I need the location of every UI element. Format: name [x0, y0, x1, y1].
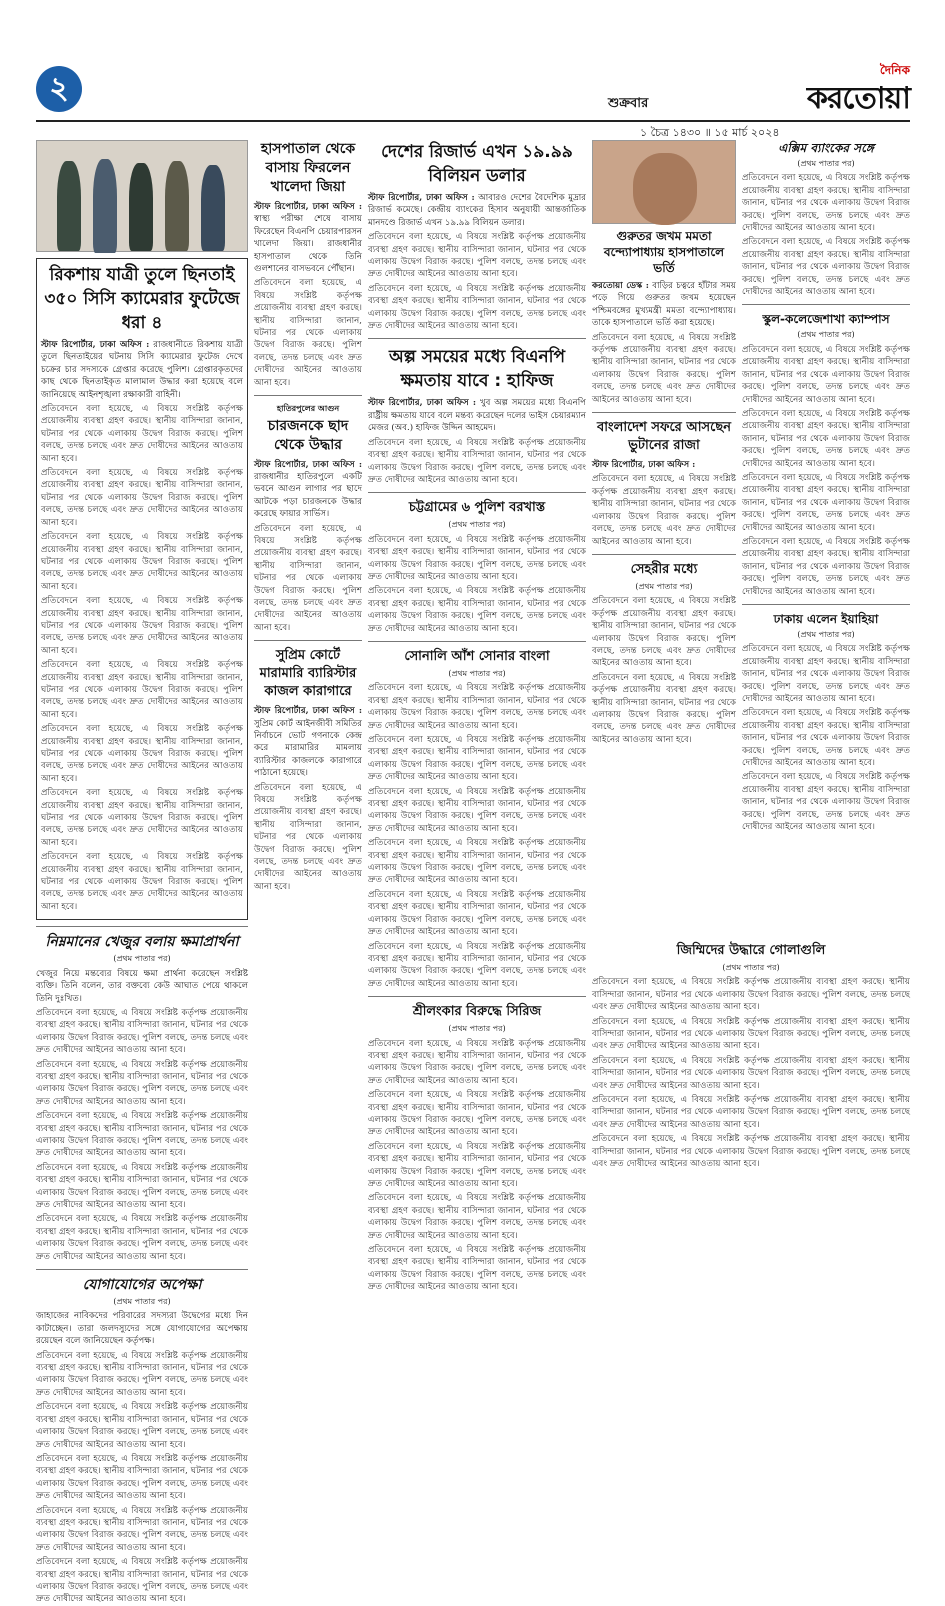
headline-hostages: জিম্মিদের উদ্ধারে গোলাগুলি — [676, 943, 826, 958]
headline-police: চট্টগ্রামের ৬ পুলিশ বরখাস্ত — [408, 500, 546, 516]
logo-title: করতোয়া — [806, 81, 910, 116]
story-body: প্রতিবেদনে বলা হয়েছে, এ বিষয়ে সংশ্লিষ্ট কর্তৃপক্ষ প্রয়োজনীয় ব্যবস্থা গ্রহণ করছে। স্থানীয় বাসিন্দারা জানান, ঘটনার পর থেকে এলাকায় উদ্বেগ বিরাজ করছে। পুলিশ বলছে, তদন্ত চলছে এবং দ্রুত দোষীদের আইনের আওতায় আনা হবে। — [41, 852, 243, 912]
story-body: প্রতিবেদনে বলা হয়েছে, এ বিষয়ে সংশ্লিষ্ট কর্তৃপক্ষ প্রয়োজনীয় ব্যবস্থা গ্রহণ করছে। স্থানীয় বাসিন্দারা জানান, ঘটনার পর থেকে এলাকায় উদ্বেগ বিরাজ করছে। পুলিশ বলছে, তদন্ত চলছে এবং দ্রুত দোষীদের আইনের আওতায় আনা হবে। — [368, 1090, 586, 1138]
headline-jute: সোনালি আঁশ সোনার বাংলা — [404, 648, 550, 664]
byline: স্টাফ রিপোর্টার, ঢাকা অফিস : — [368, 398, 477, 409]
continued-note: (প্রথম পাতার পর) — [797, 330, 855, 340]
headline-series: শ্রীলংকার বিরুদ্ধে সিরিজ — [412, 1004, 542, 1020]
story-body: প্রতিবেদনে বলা হয়েছে, এ বিষয়ে সংশ্লিষ্ট কর্তৃপক্ষ প্রয়োজনীয় ব্যবস্থা গ্রহণ করছে। স্থানীয় বাসিন্দারা জানান, ঘটনার পর থেকে এলাকায় উদ্বেগ বিরাজ করছে। পুলিশ বলছে, তদন্ত চলছে এবং দ্রুত দোষীদের আইনের আওতায় আনা হবে। — [742, 644, 910, 705]
continued-note: (প্রথম পাতার পর) — [448, 520, 506, 530]
story-body: প্রতিবেদনে বলা হয়েছে, এ বিষয়ে সংশ্লিষ্ট কর্তৃপক্ষ প্রয়োজনীয় ব্যবস্থা গ্রহণ করছে। স্থানীয় বাসিন্দারা জানান, ঘটনার পর থেকে এলাকায় উদ্বেগ বিরাজ করছে। পুলিশ বলছে, তদন্ত চলছে এবং দ্রুত দোষীদের আইনের আওতায় আনা হবে। — [368, 437, 586, 485]
headline-snatching: রিকশায় যাত্রী তুলে ছিনতাই ৩৫০ সিসি ক্যামেরার ফুটেজে ধরা ৪ — [44, 265, 240, 333]
headline-reserve: দেশের রিজার্ভ এখন ১৯.৯৯ বিলিয়ন ডলার — [381, 142, 573, 186]
story-body: প্রতিবেদনে বলা হয়েছে, এ বিষয়ে সংশ্লিষ্ট কর্তৃপক্ষ প্রয়োজনীয় ব্যবস্থা গ্রহণ করছে। স্থানীয় বাসিন্দারা জানান, ঘটনার পর থেকে এলাকায় উদ্বেগ বিরাজ করছে। পুলিশ বলছে, তদন্ত চলছে এবং দ্রুত দোষীদের আইনের আওতায় আনা হবে। — [36, 1557, 248, 1605]
headline-campus: স্কুল-কলেজেশাখা ক্যাম্পাস — [762, 312, 890, 327]
story-body: প্রতিবেদনে বলা হয়েছে, এ বিষয়ে সংশ্লিষ্ট কর্তৃপক্ষ প্রয়োজনীয় ব্যবস্থা গ্রহণ করছে। স্থানীয় বাসিন্দারা জানান, ঘটনার পর থেকে এলাকায় উদ্বেগ বিরাজ করছে। পুলিশ বলছে, তদন্ত চলছে এবং দ্রুত দোষীদের আইনের আওতায় আনা হবে। — [41, 788, 243, 848]
byline: স্টাফ রিপোর্টার, ঢাকা অফিস : — [592, 460, 696, 471]
story-body: প্রতিবেদনে বলা হয়েছে, এ বিষয়ে সংশ্লিষ্ট কর্তৃপক্ষ প্রয়োজনীয় ব্যবস্থা গ্রহণ করছে। স্থানীয় বাসিন্দারা জানান, ঘটনার পর থেকে এলাকায় উদ্বেগ বিরাজ করছে। পুলিশ বলছে, তদন্ত চলছে এবং দ্রুত দোষীদের আইনের আওতায় আনা হবে। — [368, 683, 586, 731]
story-body: প্রতিবেদনে বলা হয়েছে, এ বিষয়ে সংশ্লিষ্ট কর্তৃপক্ষ প্রয়োজনীয় ব্যবস্থা গ্রহণ করছে। স্থানীয় বাসিন্দারা জানান, ঘটনার পর থেকে এলাকায় উদ্বেগ বিরাজ করছে। পুলিশ বলছে, তদন্ত চলছে এবং দ্রুত দোষীদের আইনের আওতায় আনা হবে। — [592, 977, 910, 1013]
story-body: প্রতিবেদনে বলা হয়েছে, এ বিষয়ে সংশ্লিষ্ট কর্তৃপক্ষ প্রয়োজনীয় ব্যবস্থা গ্রহণ করছে। স্থানীয় বাসিন্দারা জানান, ঘটনার পর থেকে এলাকায় উদ্বেগ বিরাজ করছে। পুলিশ বলছে, তদন্ত চলছে এবং দ্রুত দোষীদের আইনের আওতায় আনা হবে। — [592, 1095, 910, 1130]
story-body: প্রতিবেদনে বলা হয়েছে, এ বিষয়ে সংশ্লিষ্ট কর্তৃপক্ষ প্রয়োজনীয় ব্যবস্থা গ্রহণ করছে। স্থানীয় বাসিন্দারা জানান, ঘটনার পর থেকে এলাকায় উদ্বেগ বিরাজ করছে। পুলিশ বলছে, তদন্ত চলছে এবং দ্রুত দোষীদের আইনের আওতায় আনা হবে। — [742, 344, 910, 405]
story-body: প্রতিবেদনে বলা হয়েছে, এ বিষয়ে সংশ্লিষ্ট কর্তৃপক্ষ প্রয়োজনীয় ব্যবস্থা গ্রহণ করছে। স্থানীয় বাসিন্দারা জানান, ঘটনার পর থেকে এলাকায় উদ্বেগ বিরাজ করছে। পুলিশ বলছে, তদন্ত চলছে এবং দ্রুত দোষীদের আইনের আওতায় আনা হবে। — [36, 1505, 248, 1553]
story-body: প্রতিবেদনে বলা হয়েছে, এ বিষয়ে সংশ্লিষ্ট কর্তৃপক্ষ প্রয়োজনীয় ব্যবস্থা গ্রহণ করছে। স্থানীয় বাসিন্দারা জানান, ঘটনার পর থেকে এলাকায় উদ্বেগ বিরাজ করছে। পুলিশ বলছে, তদন্ত চলছে এবং দ্রুত দোষীদের আইনের আওতায় আনা হবে। — [36, 1453, 248, 1502]
story-body: আবারও দেশের বৈদেশিক মুদ্রার রিজার্ভ কমেছে। কেন্দ্রীয় ব্যাংকের হিসাব অনুযায়ী আন্তর্জাতিক মানদণ্ডে রিজার্ভ এখন ১৯.৯৯ বিলিয়ন ডলার। — [368, 193, 587, 228]
headline-mamata: গুরুতর জখম মমতা বন্দ্যোপাধ্যায় হাসপাতালে ভর্তি — [603, 229, 725, 275]
mamata-photo — [592, 140, 736, 224]
continued-note: (প্রথম পাতার পর) — [448, 1024, 506, 1034]
story-body: প্রতিবেদনে বলা হয়েছে, এ বিষয়ে সংশ্লিষ্ট কর্তৃপক্ষ প্রয়োজনীয় ব্যবস্থা গ্রহণ করছে। স্থানীয় বাসিন্দারা জানান, ঘটনার পর থেকে এলাকায় উদ্বেগ বিরাজ করছে। পুলিশ বলছে, তদন্ত চলছে এবং দ্রুত দোষীদের আইনের আওতায় আনা হবে। — [368, 838, 586, 886]
headline-bnp: অল্প সময়ের মধ্যে বিএনপি ক্ষমতায় যাবে : হাফিজ — [388, 347, 566, 392]
story-body: প্রতিবেদনে বলা হয়েছে, এ বিষয়ে সংশ্লিষ্ট কর্তৃপক্ষ প্রয়োজনীয় ব্যবস্থা গ্রহণ করছে। স্থানীয় বাসিন্দারা জানান, ঘটনার পর থেকে এলাকায় উদ্বেগ বিরাজ করছে। পুলিশ বলছে, তদন্ত চলছে এবং দ্রুত দোষীদের আইনের আওতায় আনা হবে। — [254, 278, 362, 388]
story-body: সুপ্রিম কোর্ট আইনজীবী সমিতির নির্বাচনে ভোট গণনাকে কেন্দ্র করে মারামারির মামলায় ব্যারিস্টার কাজলকে কারাগারে পাঠানো হয়েছে। — [254, 718, 362, 779]
story-body: প্রতিবেদনে বলা হয়েছে, এ বিষয়ে সংশ্লিষ্ট কর্তৃপক্ষ প্রয়োজনীয় ব্যবস্থা গ্রহণ করছে। স্থানীয় বাসিন্দারা জানান, ঘটনার পর থেকে এলাকায় উদ্বেগ বিরাজ করছে। পুলিশ বলছে, তদন্ত চলছে এবং দ্রুত দোষীদের আইনের আওতায় আনা হবে। — [592, 1134, 910, 1170]
continued-note: (প্রথম পাতার পর) — [722, 963, 780, 972]
masthead-rule — [36, 120, 910, 122]
byline: স্টাফ রিপোর্টার, ঢাকা অফিস : — [41, 340, 150, 350]
page-number-badge: ২ — [36, 66, 82, 112]
story-body: প্রতিবেদনে বলা হয়েছে, এ বিষয়ে সংশ্লিষ্ট কর্তৃপক্ষ প্রয়োজনীয় ব্যবস্থা গ্রহণ করছে। স্থানীয় বাসিন্দারা জানান, ঘটনার পর থেকে এলাকায় উদ্বেগ বিরাজ করছে। পুলিশ বলছে, তদন্ত চলছে এবং দ্রুত দোষীদের আইনের আওতায় আনা হবে। — [592, 672, 736, 745]
column-3 — [368, 140, 586, 1500]
date-line: ১ চৈত্র ১৪৩০ ॥ ১৫ মার্চ ২০২৪ — [640, 126, 780, 139]
story-body: প্রতিবেদনে বলা হয়েছে, এ বিষয়ে সংশ্লিষ্ট কর্তৃপক্ষ প্রয়োজনীয় ব্যবস্থা গ্রহণ করছে। স্থানীয় বাসিন্দারা জানান, ঘটনার পর থেকে এলাকায় উদ্বেগ বিরাজ করছে। পুলিশ বলছে, তদন্ত চলছে এবং দ্রুত দোষীদের আইনের আওতায় আনা হবে। — [592, 1016, 910, 1052]
story-body: প্রতিবেদনে বলা হয়েছে, এ বিষয়ে সংশ্লিষ্ট কর্তৃপক্ষ প্রয়োজনীয় ব্যবস্থা গ্রহণ করছে। স্থানীয় বাসিন্দারা জানান, ঘটনার পর থেকে এলাকায় উদ্বেগ বিরাজ করছে। পুলিশ বলছে, তদন্ত চলছে এবং দ্রুত দোষীদের আইনের আওতায় আনা হবে। — [36, 1111, 248, 1159]
story-body: প্রতিবেদনে বলা হয়েছে, এ বিষয়ে সংশ্লিষ্ট কর্তৃপক্ষ প্রয়োজনীয় ব্যবস্থা গ্রহণ করছে। স্থানীয় বাসিন্দারা জানান, ঘটনার পর থেকে এলাকায় উদ্বেগ বিরাজ করছে। পুলিশ বলছে, তদন্ত চলছে এবং দ্রুত দোষীদের আইনের আওতায় আনা হবে। — [254, 782, 362, 892]
story-body: প্রতিবেদনে বলা হয়েছে, এ বিষয়ে সংশ্লিষ্ট কর্তৃপক্ষ প্রয়োজনীয় ব্যবস্থা গ্রহণ করছে। স্থানীয় বাসিন্দারা জানান, ঘটনার পর থেকে এলাকায় উদ্বেগ বিরাজ করছে। পুলিশ বলছে, তদন্ত চলছে এবং দ্রুত দোষীদের আইনের আওতায় আনা হবে। — [368, 735, 586, 783]
story-body: প্রতিবেদনে বলা হয়েছে, এ বিষয়ে সংশ্লিষ্ট কর্তৃপক্ষ প্রয়োজনীয় ব্যবস্থা গ্রহণ করছে। স্থানীয় বাসিন্দারা জানান, ঘটনার পর থেকে এলাকায় উদ্বেগ বিরাজ করছে। পুলিশ বলছে, তদন্ত চলছে এবং দ্রুত দোষীদের আইনের আওতায় আনা হবে। — [592, 1055, 910, 1091]
story-body: প্রতিবেদনে বলা হয়েছে, এ বিষয়ে সংশ্লিষ্ট কর্তৃপক্ষ প্রয়োজনীয় ব্যবস্থা গ্রহণ করছে। স্থানীয় বাসিন্দারা জানান, ঘটনার পর থেকে এলাকায় উদ্বেগ বিরাজ করছে। পুলিশ বলছে, তদন্ত চলছে এবং দ্রুত দোষীদের আইনের আওতায় আনা হবে। — [36, 1007, 248, 1056]
story-body: প্রতিবেদনে বলা হয়েছে, এ বিষয়ে সংশ্লিষ্ট কর্তৃপক্ষ প্রয়োজনীয় ব্যবস্থা গ্রহণ করছে। স্থানীয় বাসিন্দারা জানান, ঘটনার পর থেকে এলাকায় উদ্বেগ বিরাজ করছে। পুলিশ বলছে, তদন্ত চলছে এবং দ্রুত দোষীদের আইনের আওতায় আনা হবে। — [36, 1162, 248, 1210]
byline: করতোয়া ডেস্ক : — [592, 281, 649, 291]
story-body: প্রতিবেদনে বলা হয়েছে, এ বিষয়ে সংশ্লিষ্ট কর্তৃপক্ষ প্রয়োজনীয় ব্যবস্থা গ্রহণ করছে। স্থানীয় বাসিন্দারা জানান, ঘটনার পর থেকে এলাকায় উদ্বেগ বিরাজ করছে। পুলিশ বলছে, তদন্ত চলছে এবং দ্রুত দোষীদের আইনের আওতায় আনা হবে। — [41, 404, 243, 464]
continued-note: (প্রথম পাতার পর) — [448, 668, 506, 678]
story-body: প্রতিবেদনে বলা হয়েছে, এ বিষয়ে সংশ্লিষ্ট কর্তৃপক্ষ প্রয়োজনীয় ব্যবস্থা গ্রহণ করছে। স্থানীয় বাসিন্দারা জানান, ঘটনার পর থেকে এলাকায় উদ্বেগ বিরাজ করছে। পুলিশ বলছে, তদন্ত চলছে এবং দ্রুত দোষীদের আইনের আওতায় আনা হবে। — [742, 408, 910, 469]
story-body: প্রতিবেদনে বলা হয়েছে, এ বিষয়ে সংশ্লিষ্ট কর্তৃপক্ষ প্রয়োজনীয় ব্যবস্থা গ্রহণ করছে। স্থানীয় বাসিন্দারা জানান, ঘটনার পর থেকে এলাকায় উদ্বেগ বিরাজ করছে। পুলিশ বলছে, তদন্ত চলছে এবং দ্রুত দোষীদের আইনের আওতায় আনা হবে। — [41, 468, 243, 528]
arrest-photo — [36, 140, 248, 252]
byline: স্টাফ রিপোর্টার, ঢাকা অফিস : — [254, 459, 362, 470]
continued-note: (প্রথম পাতার পর) — [113, 1297, 171, 1307]
story-body: প্রতিবেদনে বলা হয়েছে, এ বিষয়ে সংশ্লিষ্ট কর্তৃপক্ষ প্রয়োজনীয় ব্যবস্থা গ্রহণ করছে। স্থানীয় বাসিন্দারা জানান, ঘটনার পর থেকে এলাকায় উদ্বেগ বিরাজ করছে। পুলিশ বলছে, তদন্ত চলছে এবং দ্রুত দোষীদের আইনের আওতায় আনা হবে। — [41, 532, 243, 592]
byline: স্টাফ রিপোর্টার, ঢাকা অফিস : — [254, 202, 362, 212]
logo-prefix: দৈনিক — [879, 63, 910, 77]
story-body: প্রতিবেদনে বলা হয়েছে, এ বিষয়ে সংশ্লিষ্ট কর্তৃপক্ষ প্রয়োজনীয় ব্যবস্থা গ্রহণ করছে। স্থানীয় বাসিন্দারা জানান, ঘটনার পর থেকে এলাকায় উদ্বেগ বিরাজ করছে। পুলিশ বলছে, তদন্ত চলছে এবং দ্রুত দোষীদের আইনের আওতায় আনা হবে। — [368, 1038, 586, 1086]
story-body: প্রতিবেদনে বলা হয়েছে, এ বিষয়ে সংশ্লিষ্ট কর্তৃপক্ষ প্রয়োজনীয় ব্যবস্থা গ্রহণ করছে। স্থানীয় বাসিন্দারা জানান, ঘটনার পর থেকে এলাকায় উদ্বেগ বিরাজ করছে। পুলিশ বলছে, তদন্ত চলছে এবং দ্রুত দোষীদের আইনের আওতায় আনা হবে। — [368, 941, 586, 989]
story-body: প্রতিবেদনে বলা হয়েছে, এ বিষয়ে সংশ্লিষ্ট কর্তৃপক্ষ প্রয়োজনীয় ব্যবস্থা গ্রহণ করছে। স্থানীয় বাসিন্দারা জানান, ঘটনার পর থেকে এলাকায় উদ্বেগ বিরাজ করছে। পুলিশ বলছে, তদন্ত চলছে এবং দ্রুত দোষীদের আইনের আওতায় আনা হবে। — [36, 1059, 248, 1107]
story-body: প্রতিবেদনে বলা হয়েছে, এ বিষয়ে সংশ্লিষ্ট কর্তৃপক্ষ প্রয়োজনীয় ব্যবস্থা গ্রহণ করছে। স্থানীয় বাসিন্দারা জানান, ঘটনার পর থেকে এলাকায় উদ্বেগ বিরাজ করছে। পুলিশ বলছে, তদন্ত চলছে এবং দ্রুত দোষীদের আইনের আওতায় আনা হবে। — [36, 1402, 248, 1450]
story-body: প্রতিবেদনে বলা হয়েছে, এ বিষয়ে সংশ্লিষ্ট কর্তৃপক্ষ প্রয়োজনীয় ব্যবস্থা গ্রহণ করছে। স্থানীয় বাসিন্দারা জানান, ঘটনার পর থেকে এলাকায় উদ্বেগ বিরাজ করছে। পুলিশ বলছে, তদন্ত চলছে এবং দ্রুত দোষীদের আইনের আওতায় আনা হবে। — [41, 660, 243, 720]
weekday: শুক্রবার — [608, 96, 649, 111]
story-body: প্রতিবেদনে বলা হয়েছে, এ বিষয়ে সংশ্লিষ্ট কর্তৃপক্ষ প্রয়োজনীয় ব্যবস্থা গ্রহণ করছে। স্থানীয় বাসিন্দারা জানান, ঘটনার পর থেকে এলাকায় উদ্বেগ বিরাজ করছে। পুলিশ বলছে, তদন্ত চলছে এবং দ্রুত দোষীদের আইনের আওতায় আনা হবে। — [41, 596, 243, 656]
story-body: বাড়ির চত্বরে হাঁটার সময় পড়ে গিয়ে গুরুতর জখম হয়েছেন পশ্চিমবঙ্গের মুখ্যমন্ত্রী মমতা বন্দ্যোপাধ্যায়। তাকে হাসপাতালে ভর্তি করা হয়েছে। — [592, 281, 736, 329]
column-5 — [742, 140, 910, 930]
story-body: প্রতিবেদনে বলা হয়েছে, এ বিষয়ে সংশ্লিষ্ট কর্তৃপক্ষ প্রয়োজনীয় ব্যবস্থা গ্রহণ করছে। স্থানীয় বাসিন্দারা জানান, ঘটনার পর থেকে এলাকায় উদ্বেগ বিরাজ করছে। পুলিশ বলছে, তদন্ত চলছে এবং দ্রুত দোষীদের আইনের আওতায় আনা হবে। — [742, 536, 910, 597]
column-1 — [36, 140, 248, 1605]
story-body: প্রতিবেদনে বলা হয়েছে, এ বিষয়ে সংশ্লিষ্ট কর্তৃপক্ষ প্রয়োজনীয় ব্যবস্থা গ্রহণ করছে। স্থানীয় বাসিন্দারা জানান, ঘটনার পর থেকে এলাকায় উদ্বেগ বিরাজ করছে। পুলিশ বলছে, তদন্ত চলছে এবং দ্রুত দোষীদের আইনের আওতায় আনা হবে। — [592, 474, 736, 547]
story-body: রাজধানীর হাতিরপুলে একটি ভবনে আগুন লাগার পর ছাদে আটকে পড়া চারজনকে উদ্ধার করেছে ফায়ার সার্ভিস। — [254, 471, 362, 520]
story-body: প্রতিবেদনে বলা হয়েছে, এ বিষয়ে সংশ্লিষ্ট কর্তৃপক্ষ প্রয়োজনীয় ব্যবস্থা গ্রহণ করছে। স্থানীয় বাসিন্দারা জানান, ঘটনার পর থেকে এলাকায় উদ্বেগ বিরাজ করছে। পুলিশ বলছে, তদন্ত চলছে এবং দ্রুত দোষীদের আইনের আওতায় আনা হবে। — [368, 889, 586, 938]
story-body: প্রতিবেদনে বলা হয়েছে, এ বিষয়ে সংশ্লিষ্ট কর্তৃপক্ষ প্রয়োজনীয় ব্যবস্থা গ্রহণ করছে। স্থানীয় বাসিন্দারা জানান, ঘটনার পর থেকে এলাকায় উদ্বেগ বিরাজ করছে। পুলিশ বলছে, তদন্ত চলছে এবং দ্রুত দোষীদের আইনের আওতায় আনা হবে। — [36, 1350, 248, 1398]
story-body: প্রতিবেদনে বলা হয়েছে, এ বিষয়ে সংশ্লিষ্ট কর্তৃপক্ষ প্রয়োজনীয় ব্যবস্থা গ্রহণ করছে। স্থানীয় বাসিন্দারা জানান, ঘটনার পর থেকে এলাকায় উদ্বেগ বিরাজ করছে। পুলিশ বলছে, তদন্ত চলছে এবং দ্রুত দোষীদের আইনের আওতায় আনা হবে। — [592, 332, 736, 405]
continued-note: (প্রথম পাতার পর) — [797, 630, 855, 639]
story-body: রাজধানীতে রিকশায় যাত্রী তুলে ছিনতাইয়ের ঘটনায় সিসি ক্যামেরার ফুটেজ দেখে চক্রের চার সদস্যকে গ্রেপ্তার করেছে পুলিশ। গ্রেপ্তারকৃতদের কাছ থেকে ছিনতাইকৃত মালামাল উদ্ধার করা হয়েছে বলে জানিয়েছে আইনশৃঙ্খলা রক্ষাকারী বাহিনী। — [41, 340, 243, 400]
story-body: প্রতিবেদনে বলা হয়েছে, এ বিষয়ে সংশ্লিষ্ট কর্তৃপক্ষ প্রয়োজনীয় ব্যবস্থা গ্রহণ করছে। স্থানীয় বাসিন্দারা জানান, ঘটনার পর থেকে এলাকায় উদ্বেগ বিরাজ করছে। পুলিশ বলছে, তদন্ত চলছে এবং দ্রুত দোষীদের আইনের আওতায় আনা হবে। — [254, 523, 362, 633]
story-body: প্রতিবেদনে বলা হয়েছে, এ বিষয়ে সংশ্লিষ্ট কর্তৃপক্ষ প্রয়োজনীয় ব্যবস্থা গ্রহণ করছে। স্থানীয় বাসিন্দারা জানান, ঘটনার পর থেকে এলাকায় উদ্বেগ বিরাজ করছে। পুলিশ বলছে, তদন্ত চলছে এবং দ্রুত দোষীদের আইনের আওতায় আনা হবে। — [742, 472, 910, 533]
column-hostages — [592, 942, 910, 1500]
headline-fire: চারজনকে ছাদ থেকে উদ্ধার — [267, 417, 349, 453]
story-body: প্রতিবেদনে বলা হয়েছে, এ বিষয়ে সংশ্লিষ্ট কর্তৃপক্ষ প্রয়োজনীয় ব্যবস্থা গ্রহণ করছে। স্থানীয় বাসিন্দারা জানান, ঘটনার পর থেকে এলাকায় উদ্বেগ বিরাজ করছে। পুলিশ বলছে, তদন্ত চলছে এবং দ্রুত দোষীদের আইনের আওতায় আনা হবে। — [368, 786, 586, 834]
continued-note: (প্রথম পাতার পর) — [113, 954, 171, 964]
story-body: প্রতিবেদনে বলা হয়েছে, এ বিষয়ে সংশ্লিষ্ট কর্তৃপক্ষ প্রয়োজনীয় ব্যবস্থা গ্রহণ করছে। স্থানীয় বাসিন্দারা জানান, ঘটনার পর থেকে এলাকায় উদ্বেগ বিরাজ করছে। পুলিশ বলছে, তদন্ত চলছে এবং দ্রুত দোষীদের আইনের আওতায় আনা হবে। — [742, 237, 910, 298]
story-body: প্রতিবেদনে বলা হয়েছে, এ বিষয়ে সংশ্লিষ্ট কর্তৃপক্ষ প্রয়োজনীয় ব্যবস্থা গ্রহণ করছে। স্থানীয় বাসিন্দারা জানান, ঘটনার পর থেকে এলাকায় উদ্বেগ বিরাজ করছে। পুলিশ বলছে, তদন্ত চলছে এবং দ্রুত দোষীদের আইনের আওতায় আনা হবে। — [368, 232, 586, 280]
story-body: খুব অল্প সময়ের মধ্যে বিএনপি রাষ্ট্রীয় ক্ষমতায় যাবে বলে মন্তব্য করেছেন দলের ভাইস চেয়ারম্যান মেজর (অব.) হাফিজ উদ্দিন আহমেদ। — [368, 398, 587, 434]
story-body: প্রতিবেদনে বলা হয়েছে, এ বিষয়ে সংশ্লিষ্ট কর্তৃপক্ষ প্রয়োজনীয় ব্যবস্থা গ্রহণ করছে। স্থানীয় বাসিন্দারা জানান, ঘটনার পর থেকে এলাকায় উদ্বেগ বিরাজ করছে। পুলিশ বলছে, তদন্ত চলছে এবং দ্রুত দোষীদের আইনের আওতায় আনা হবে। — [36, 1214, 248, 1262]
continued-note: (প্রথম পাতার পর) — [797, 159, 855, 168]
headline-bhutan: বাংলাদেশ সফরে আসছেন ভুটানের রাজা — [597, 420, 731, 454]
story-body: প্রতিবেদনে বলা হয়েছে, এ বিষয়ে সংশ্লিষ্ট কর্তৃপক্ষ প্রয়োজনীয় ব্যবস্থা গ্রহণ করছে। স্থানীয় বাসিন্দারা জানান, ঘটনার পর থেকে এলাকায় উদ্বেগ বিরাজ করছে। পুলিশ বলছে, তদন্ত চলছে এবং দ্রুত দোষীদের আইনের আওতায় আনা হবে। — [368, 283, 586, 332]
story-body: প্রতিবেদনে বলা হয়েছে, এ বিষয়ে সংশ্লিষ্ট কর্তৃপক্ষ প্রয়োজনীয় ব্যবস্থা গ্রহণ করছে। স্থানীয় বাসিন্দারা জানান, ঘটনার পর থেকে এলাকায় উদ্বেগ বিরাজ করছে। পুলিশ বলছে, তদন্ত চলছে এবং দ্রুত দোষীদের আইনের আওতায় আনা হবে। — [41, 724, 243, 784]
story-body: প্রতিবেদনে বলা হয়েছে, এ বিষয়ে সংশ্লিষ্ট কর্তৃপক্ষ প্রয়োজনীয় ব্যবস্থা গ্রহণ করছে। স্থানীয় বাসিন্দারা জানান, ঘটনার পর থেকে এলাকায় উদ্বেগ বিরাজ করছে। পুলিশ বলছে, তদন্ত চলছে এবং দ্রুত দোষীদের আইনের আওতায় আনা হবে। — [368, 534, 586, 582]
story-body: প্রতিবেদনে বলা হয়েছে, এ বিষয়ে সংশ্লিষ্ট কর্তৃপক্ষ প্রয়োজনীয় ব্যবস্থা গ্রহণ করছে। স্থানীয় বাসিন্দারা জানান, ঘটনার পর থেকে এলাকায় উদ্বেগ বিরাজ করছে। পুলিশ বলছে, তদন্ত চলছে এবং দ্রুত দোষীদের আইনের আওতায় আনা হবে। — [368, 586, 586, 634]
story-body: প্রতিবেদনে বলা হয়েছে, এ বিষয়ে সংশ্লিষ্ট কর্তৃপক্ষ প্রয়োজনীয় ব্যবস্থা গ্রহণ করছে। স্থানীয় বাসিন্দারা জানান, ঘটনার পর থেকে এলাকায় উদ্বেগ বিরাজ করছে। পুলিশ বলছে, তদন্ত চলছে এবং দ্রুত দোষীদের আইনের আওতায় আনা হবে। — [742, 772, 910, 833]
byline: স্টাফ রিপোর্টার, ঢাকা অফিস : — [368, 193, 475, 203]
story-body: প্রতিবেদনে বলা হয়েছে, এ বিষয়ে সংশ্লিষ্ট কর্তৃপক্ষ প্রয়োজনীয় ব্যবস্থা গ্রহণ করছে। স্থানীয় বাসিন্দারা জানান, ঘটনার পর থেকে এলাকায় উদ্বেগ বিরাজ করছে। পুলিশ বলছে, তদন্ত চলছে এবং দ্রুত দোষীদের আইনের আওতায় আনা হবে। — [592, 596, 736, 669]
story-body: প্রতিবেদনে বলা হয়েছে, এ বিষয়ে সংশ্লিষ্ট কর্তৃপক্ষ প্রয়োজনীয় ব্যবস্থা গ্রহণ করছে। স্থানীয় বাসিন্দারা জানান, ঘটনার পর থেকে এলাকায় উদ্বেগ বিরাজ করছে। পুলিশ বলছে, তদন্ত চলছে এবং দ্রুত দোষীদের আইনের আওতায় আনা হবে। — [368, 1141, 586, 1189]
story-body: প্রতিবেদনে বলা হয়েছে, এ বিষয়ে সংশ্লিষ্ট কর্তৃপক্ষ প্রয়োজনীয় ব্যবস্থা গ্রহণ করছে। স্থানীয় বাসিন্দারা জানান, ঘটনার পর থেকে এলাকায় উদ্বেগ বিরাজ করছে। পুলিশ বলছে, তদন্ত চলছে এবং দ্রুত দোষীদের আইনের আওতায় আনা হবে। — [368, 1193, 586, 1241]
headline-yahya: ঢাকায় এলেন ইয়াহিয়া — [773, 612, 879, 626]
story-body: প্রতিবেদনে বলা হয়েছে, এ বিষয়ে সংশ্লিষ্ট কর্তৃপক্ষ প্রয়োজনীয় ব্যবস্থা গ্রহণ করছে। স্থানীয় বাসিন্দারা জানান, ঘটনার পর থেকে এলাকায় উদ্বেগ বিরাজ করছে। পুলিশ বলছে, তদন্ত চলছে এবং দ্রুত দোষীদের আইনের আওতায় আনা হবে। — [368, 1245, 586, 1293]
headline-khaleda: হাসপাতাল থেকে বাসায় ফিরলেন খালেদা জিয়া — [260, 141, 356, 195]
byline: স্টাফ রিপোর্টার, ঢাকা অফিস : — [254, 706, 362, 717]
story-body: প্রতিবেদনে বলা হয়েছে, এ বিষয়ে সংশ্লিষ্ট কর্তৃপক্ষ প্রয়োজনীয় ব্যবস্থা গ্রহণ করছে। স্থানীয় বাসিন্দারা জানান, ঘটনার পর থেকে এলাকায় উদ্বেগ বিরাজ করছে। পুলিশ বলছে, তদন্ত চলছে এবং দ্রুত দোষীদের আইনের আওতায় আনা হবে। — [742, 708, 910, 769]
story-snatching — [36, 258, 248, 920]
headline-court: সুপ্রিম কোর্টে মারামারি ব্যারিস্টার কাজল কারাগারে — [259, 648, 357, 700]
headline-sehri: সেহরীর মধ্যে — [630, 561, 698, 577]
story-body: জাহাজের নাবিকদের পরিবারের সদস্যরা উদ্বেগের মধ্যে দিন কাটাচ্ছেন। তারা জলদস্যুদের সঙ্গে যোগাযোগের অপেক্ষায় রয়েছেন বলে জানিয়েছেন কর্তৃপক্ষ। — [36, 1311, 248, 1347]
story-body: প্রতিবেদনে বলা হয়েছে, এ বিষয়ে সংশ্লিষ্ট কর্তৃপক্ষ প্রয়োজনীয় ব্যবস্থা গ্রহণ করছে। স্থানীয় বাসিন্দারা জানান, ঘটনার পর থেকে এলাকায় উদ্বেগ বিরাজ করছে। পুলিশ বলছে, তদন্ত চলছে এবং দ্রুত দোষীদের আইনের আওতায় আনা হবে। — [742, 173, 910, 234]
headline-exim: এক্সিম ব্যাংকের সঙ্গে — [778, 141, 874, 155]
column-2 — [254, 140, 362, 892]
headline-contact: যোগাযোগের অপেক্ষা — [82, 1277, 202, 1294]
continued-note: (প্রথম পাতার পর) — [635, 581, 693, 591]
kicker: হাতিরপুলের আগুন — [276, 403, 340, 414]
newspaper-logo — [788, 62, 910, 118]
headline-dates: নিম্নমানের খেজুর বলায় ক্ষমাপ্রার্থনা — [45, 934, 239, 951]
masthead — [0, 0, 945, 139]
story-body: স্বাস্থ্য পরীক্ষা শেষে বাসায় ফিরেছেন বিএনপি চেয়ারপারসন খালেদা জিয়া। রাজধানীর হাসপাতাল থেকে তিনি গুলশানের বাসভবনে পৌঁছান। — [254, 214, 362, 275]
story-body: খেজুর নিয়ে মন্তব্যের বিষয়ে ক্ষমা প্রার্থনা করেছেন সংশ্লিষ্ট ব্যক্তি। তিনি বলেন, তার বক্তব্যে কেউ আঘাত পেয়ে থাকলে তিনি দুঃখিত। — [36, 968, 248, 1004]
